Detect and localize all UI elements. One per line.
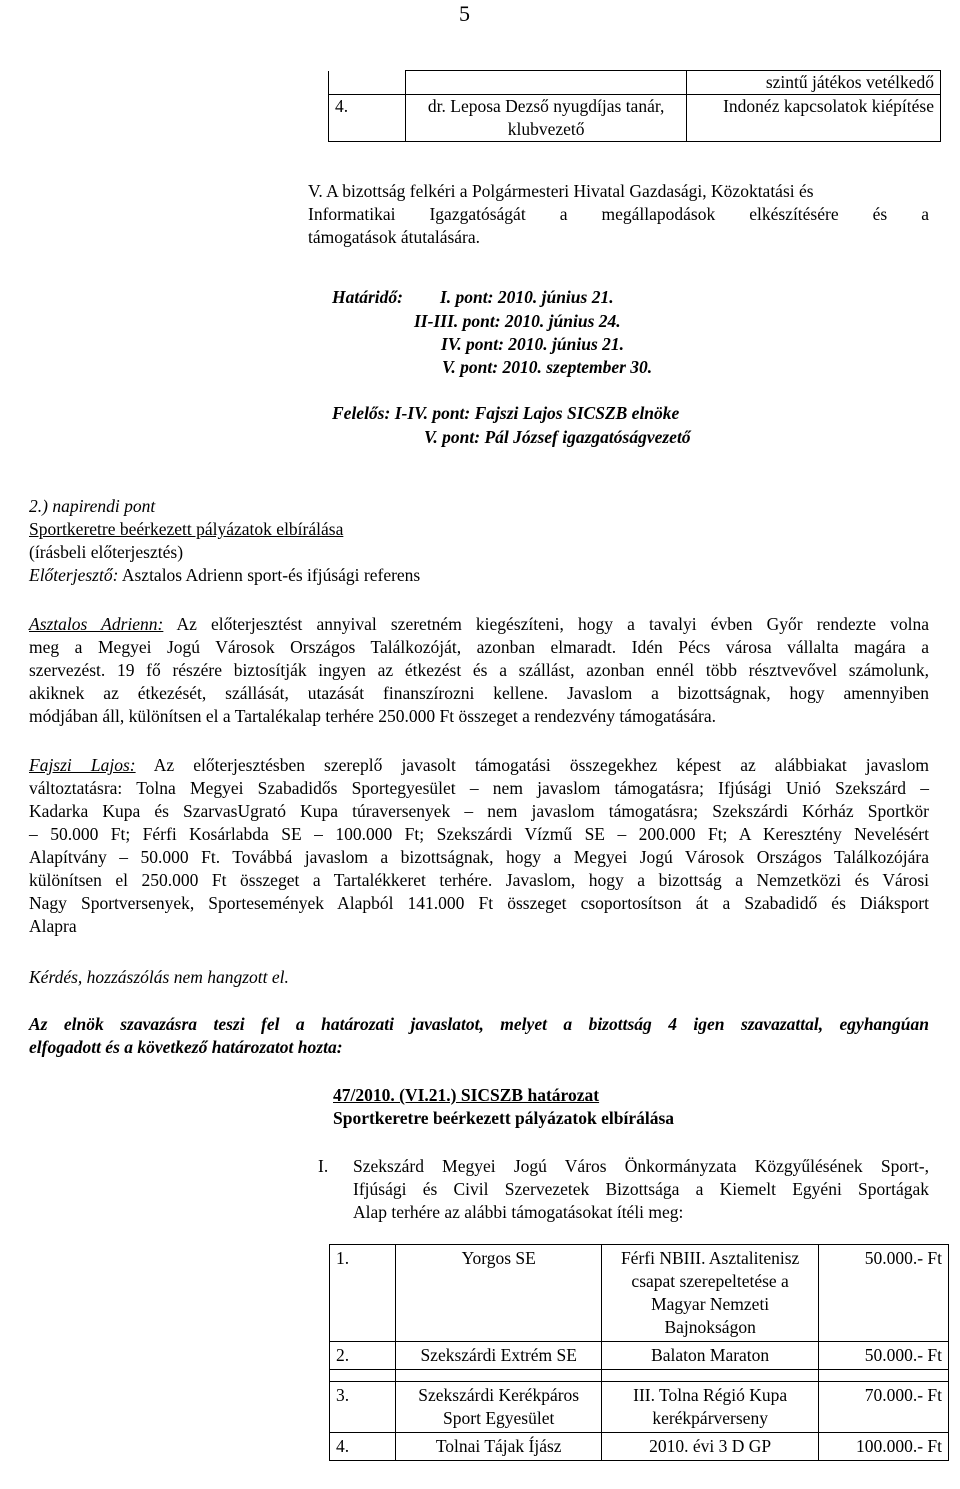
page-number: 5 bbox=[459, 1, 470, 26]
resolution-number: 47/2010. (VI.21.) SICSZB határozat bbox=[333, 1085, 600, 1105]
deadline-label: Határidő: bbox=[332, 287, 403, 307]
responsible-line: V. pont: Pál József igazgatóságvezető bbox=[424, 427, 691, 447]
grant-club: Yorgos SE bbox=[396, 1245, 602, 1342]
text-line: Kadarka Kupa és SzarvasUgrató Kupa túraversenyek – nem javaslom támogatásra; Szekszárdi Kórház Sportkör bbox=[29, 801, 929, 821]
section-v-paragraph bbox=[308, 180, 929, 249]
sponsorship-table-continued bbox=[328, 70, 941, 142]
speaker-name: Asztalos Adrienn: bbox=[29, 614, 164, 634]
text-line bbox=[29, 754, 929, 777]
grant-club: Szekszárdi Extrém SE bbox=[396, 1342, 602, 1370]
grant-description: III. Tolna Régió Kupa kerékpárverseny bbox=[602, 1382, 819, 1433]
agenda-note: (írásbeli előterjesztés) bbox=[29, 542, 184, 562]
text-line: Alapra bbox=[29, 916, 77, 936]
deadline-item: IV. pont: 2010. június 21. bbox=[441, 334, 625, 354]
text-line: V. A bizottság felkéri a Polgármesteri Hivatal Gazdasági, Közoktatási és bbox=[308, 181, 814, 201]
table-row bbox=[330, 1382, 949, 1433]
agenda-block bbox=[29, 495, 929, 587]
row-number-cell bbox=[329, 71, 406, 95]
resolution-header bbox=[333, 1084, 674, 1130]
row-number-cell: 4. bbox=[329, 95, 406, 142]
text-line: – 50.000 Ft; Férfi Kosárlabda SE – 100.000 Ft; Szekszárdi Vízmű SE – 200.000 Ft; A Keresztény Nevelésért bbox=[29, 824, 929, 844]
grant-amount: 50.000.- Ft bbox=[819, 1245, 949, 1342]
responsible-block bbox=[332, 402, 679, 425]
grant-amount: 50.000.- Ft bbox=[819, 1342, 949, 1370]
text-line: különítsen el 250.000 Ft összeget a Tartalékkeret terhére. Javaslom, hogy a bizottság a Nemzetközi és Városi bbox=[29, 870, 929, 890]
text-line: Ifjúsági és Civil Szervezetek Bizottsága a Kiemelt Egyéni Sportágak bbox=[353, 1179, 929, 1199]
table-row bbox=[330, 1342, 949, 1370]
table-row bbox=[329, 71, 941, 95]
grant-description: 2010. évi 3 D GP bbox=[602, 1433, 819, 1461]
agenda-title: Sportkeretre beérkezett pályázatok elbírálása bbox=[29, 519, 344, 539]
text-line: Nagy Sportversenyek, Sportesemények Alapból 141.000 Ft összeget csoportosítson át a Szabadidő és Diáksport bbox=[29, 893, 929, 913]
agenda-item: 2.) napirendi pont bbox=[29, 496, 156, 516]
grant-description: Férfi NBIII. Asztalitenisz csapat szerepeltetése a Magyar Nemzeti Bajnokságon bbox=[602, 1245, 819, 1342]
presenter-name: Asztalos Adrienn sport-és ifjúsági referens bbox=[118, 565, 421, 585]
grant-amount: 70.000.- Ft bbox=[819, 1382, 949, 1433]
grants-table bbox=[329, 1244, 949, 1461]
deadline-item: II-III. pont: 2010. június 24. bbox=[414, 311, 621, 331]
deadline-block bbox=[332, 286, 403, 309]
grant-number: 3. bbox=[330, 1382, 396, 1433]
grant-number: 4. bbox=[330, 1433, 396, 1461]
text-line: Informatikai Igazgatóságát a megállapodások elkészítésére és a bbox=[308, 204, 929, 224]
speech-fajszi bbox=[29, 754, 929, 938]
text-line: Alapítvány – 50.000 Ft. Továbbá javaslom a bizottságnak, hogy a Megyei Jogú Városok Országos Találkozójára bbox=[29, 847, 929, 867]
grant-number: 2. bbox=[330, 1342, 396, 1370]
text-line: Alap terhére az alábbi támogatásokat ítéli meg: bbox=[353, 1202, 684, 1222]
table-gap bbox=[330, 1370, 949, 1382]
responsible-line: I-IV. pont: Fajszi Lajos SICSZB elnöke bbox=[394, 403, 680, 423]
no-comments-note: Kérdés, hozzászólás nem hangzott el. bbox=[29, 967, 289, 987]
grant-amount: 100.000.- Ft bbox=[819, 1433, 949, 1461]
table-row bbox=[329, 95, 941, 142]
presenter-label: Előterjesztő: bbox=[29, 565, 119, 585]
text-line: szervezést. 19 fő részére biztosítják ingyen az étkezést és a szállást, azonban ennél több résztvevővel számolunk, bbox=[29, 660, 929, 680]
name-cell: dr. Leposa Dezső nyugdíjas tanár, klubvezető bbox=[406, 95, 686, 142]
text-line: támogatások átutalására. bbox=[308, 227, 481, 247]
name-cell bbox=[406, 71, 686, 95]
text-line: Szekszárd Megyei Jogú Város Önkormányzata Közgyűlésének Sport-, bbox=[353, 1156, 929, 1176]
table-row bbox=[330, 1433, 949, 1461]
text-line: meg a Megyei Jogú Városok Országos Találkozóját, azonban elmaradt. Idén Pécs városa vállalta magára a bbox=[29, 637, 929, 657]
text-line: akiknek az étkezését, szállását, utazását finanszírozni kellene. Javaslom a bizottságnak, hogy amennyiben bbox=[29, 683, 929, 703]
vote-statement bbox=[29, 1013, 929, 1059]
text-line: Az elnök szavazásra teszi fel a határozati javaslatot, melyet a bizottság 4 igen szavazattal, egyhangúan bbox=[29, 1014, 929, 1034]
table-row bbox=[330, 1245, 949, 1342]
speech-asztalos bbox=[29, 613, 929, 728]
purpose-cell: Indonéz kapcsolatok kiépítése bbox=[686, 95, 940, 142]
resolution-title: Sportkeretre beérkezett pályázatok elbírálása bbox=[333, 1108, 675, 1128]
grant-club: Tolnai Tájak Íjász bbox=[396, 1433, 602, 1461]
resolution-point-text bbox=[353, 1155, 929, 1224]
grant-number: 1. bbox=[330, 1245, 396, 1342]
presenter-line bbox=[29, 564, 929, 587]
text-span: Az előterjesztésben szereplő javasolt támogatási összegekhez képest az alábbiakat javaslom bbox=[135, 755, 929, 775]
text-line bbox=[29, 613, 929, 636]
grant-club: Szekszárdi Kerékpáros Sport Egyesület bbox=[396, 1382, 602, 1433]
responsible-label: Felelős: bbox=[332, 403, 391, 423]
deadline-item: I. pont: 2010. június 21. bbox=[440, 287, 614, 307]
speaker-name: Fajszi Lajos: bbox=[29, 755, 136, 775]
grant-description: Balaton Maraton bbox=[602, 1342, 819, 1370]
text-line: módjában áll, különítsen el a Tartalékalap terhére 250.000 Ft összeget a rendezvény támogatására. bbox=[29, 706, 717, 726]
purpose-cell: szintű játékos vetélkedő bbox=[686, 71, 940, 95]
text-line: elfogadott és a következő határozatot hozta: bbox=[29, 1037, 343, 1057]
resolution-point-label: I. bbox=[318, 1156, 329, 1176]
deadline-item: V. pont: 2010. szeptember 30. bbox=[442, 357, 653, 377]
text-line: változtatásra: Tolna Megyei Szabadidős Sportegyesület – nem javaslom támogatásra; Ifjúsági Unió Szekszárd – bbox=[29, 778, 929, 798]
text-span: Az előterjesztést annyival szeretném kiegészíteni, hogy a tavalyi évben Győr rendezte volna bbox=[163, 614, 929, 634]
